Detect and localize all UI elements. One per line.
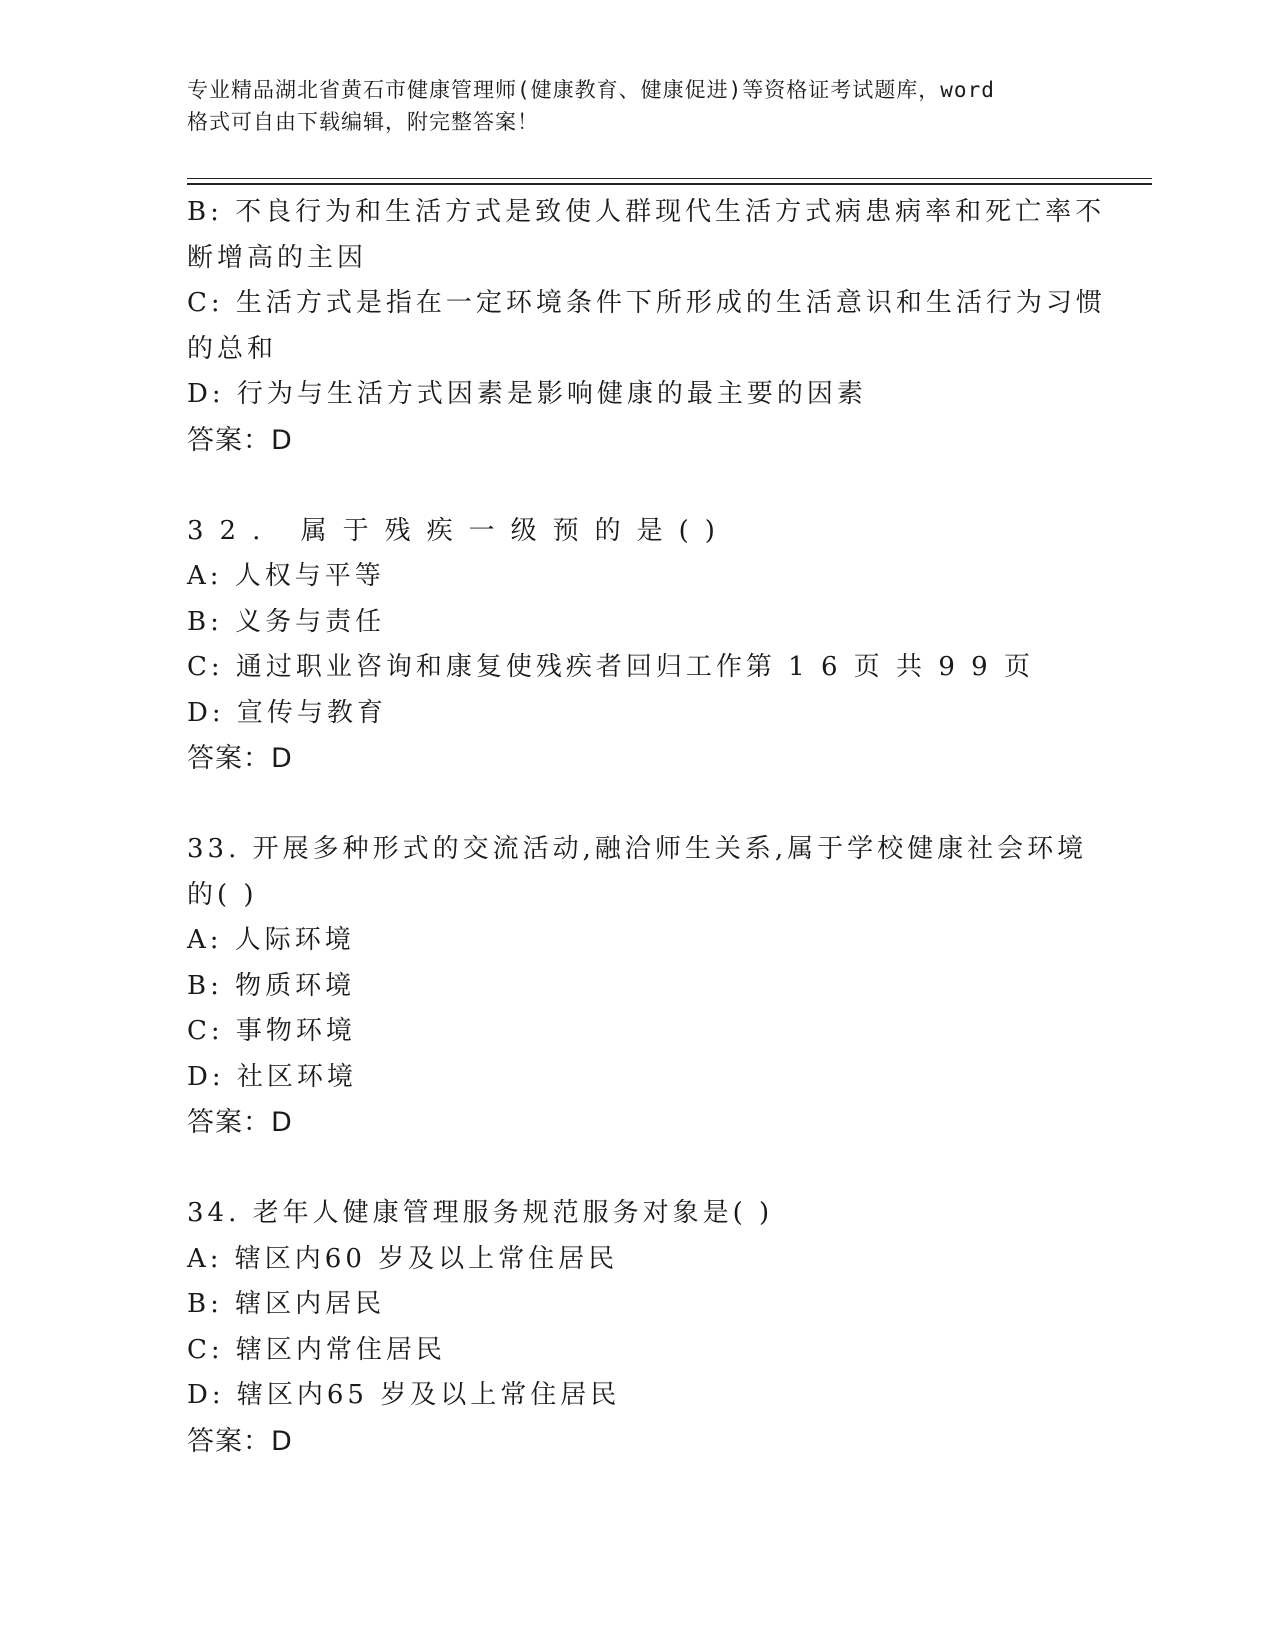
option-c: C: 辖区内常住居民 (187, 1334, 446, 1365)
answer: 答案：D (187, 1107, 293, 1138)
question-title: 32. 属于残疾一级预的是() (187, 515, 731, 546)
question-31-tail (187, 190, 1106, 463)
header-rule-thick (187, 183, 1152, 185)
option-b-line-1: B: 不良行为和生活方式是致使人群现代生活方式病患病率和死亡率不 (187, 197, 1106, 227)
option-d: D: 宣传与教育 (187, 697, 387, 728)
option-c: C: 通过职业咨询和康复使残疾者回归工作第 1 6 页 共 9 9 页 (187, 652, 1034, 682)
option-c: C: 事物环境 (187, 1016, 356, 1046)
question-list (187, 190, 1106, 1464)
header-line-1: 专业精品湖北省黄石市健康管理师(健康教育、健康促进)等资格证考试题库，word (187, 78, 995, 102)
question-32 (187, 509, 1087, 782)
option-d: D: 社区环境 (187, 1061, 357, 1092)
header-rule-thin (187, 178, 1152, 179)
question-title-line-1: 33. 开展多种形式的交流活动,融洽师生关系,属于学校健康社会环境 (187, 834, 1088, 864)
question-title-line-2: 的( ) (187, 879, 258, 910)
question-title: 34. 老年人健康管理服务规范服务对象是( ) (187, 1198, 774, 1228)
option-c-line-2: 的总和 (187, 333, 278, 364)
answer: 答案：D (187, 1425, 293, 1457)
document-header (187, 74, 1087, 138)
header-line-2: 格式可自由下载编辑，附完整答案！ (187, 110, 539, 134)
option-d: D: 辖区内65 岁及以上常住居民 (187, 1380, 621, 1410)
option-b: B: 义务与责任 (187, 606, 386, 637)
option-a: A: 人权与平等 (187, 561, 385, 591)
option-a: A: 人际环境 (187, 925, 355, 955)
answer: 答案：D (187, 424, 293, 456)
option-c-line-1: C: 生活方式是指在一定环境条件下所形成的生活意识和生活行为习惯 (187, 288, 1106, 318)
option-b-line-2: 断增高的主因 (187, 242, 368, 273)
question-34 (187, 1191, 1087, 1464)
question-33 (187, 827, 1087, 1146)
option-b: B: 辖区内居民 (187, 1289, 386, 1319)
option-b: B: 物质环境 (187, 970, 356, 1001)
option-d: D: 行为与生活方式因素是影响健康的最主要的因素 (187, 379, 867, 409)
answer: 答案：D (187, 743, 293, 774)
option-a: A: 辖区内60 岁及以上常住居民 (187, 1243, 619, 1274)
